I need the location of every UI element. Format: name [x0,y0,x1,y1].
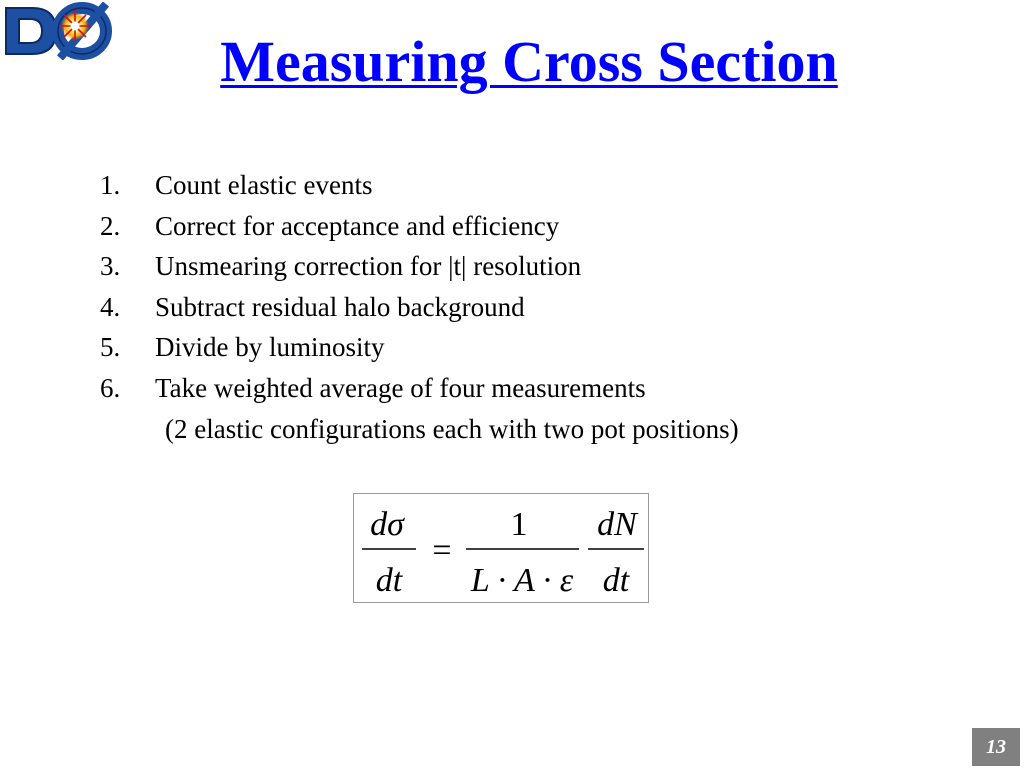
list-item [100,246,739,287]
formula-rhs-numerator: dN [597,506,637,543]
list-item-number: 4. [100,291,121,322]
list-item-number: 2. [100,210,121,241]
formula-lhs-numerator: dσ [370,506,404,543]
list-item-text: Unsmearing correction for |t| resolution [155,251,582,282]
formula-mid-denominator: L · A · ε [470,562,574,599]
list-item-text: Correct for acceptance and efficiency [155,210,560,241]
list-item-number: 1. [100,170,121,200]
list-item [100,206,739,247]
list-item [100,368,739,409]
page-number: 13 [972,728,1020,766]
list-item-text: Divide by luminosity [155,332,385,363]
formula-rhs-denominator: dt [602,562,630,599]
formula-equals: = [432,532,452,569]
page-title: Measuring Cross Section [220,29,838,94]
list-item-number: 6. [100,372,121,403]
list-item-text: Count elastic events [155,170,373,200]
steps-list [100,165,739,449]
cross-section-formula [353,493,649,603]
list-item [100,165,739,206]
list-item-number: 5. [100,332,121,363]
formula-mid-numerator: 1 [510,506,528,543]
list-item-text: Subtract residual halo background [155,291,525,322]
list-item-text: Take weighted average of four measurements [155,372,646,403]
list-item-number: 3. [100,251,121,282]
list-item [100,327,739,368]
list-item [100,287,739,328]
svg-text:ℰ: ℰ [24,28,31,39]
formula-lhs-denominator: dt [375,562,403,599]
step-note: (2 elastic configurations each with two pot positions) [165,413,739,444]
